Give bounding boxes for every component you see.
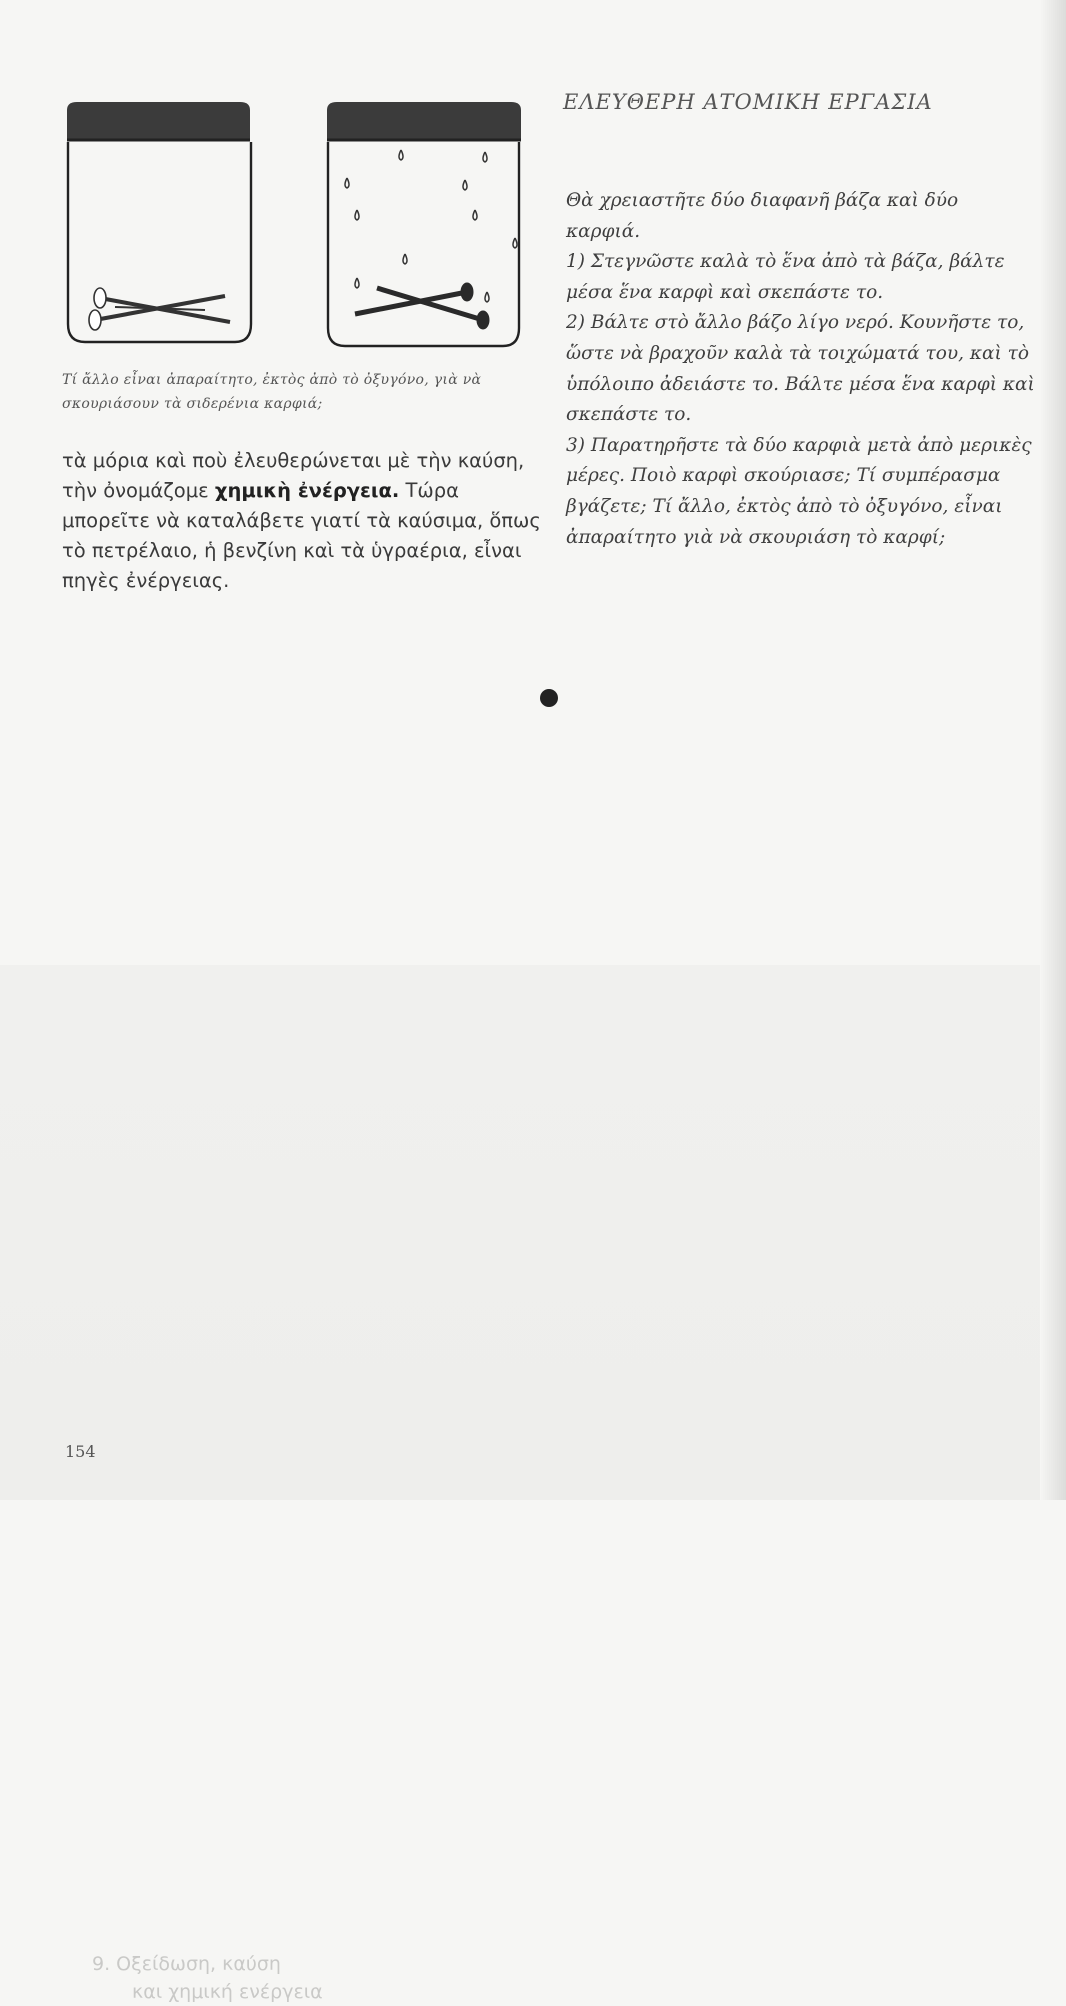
bleed-through-heading: 9. Οξείδωση, καύση και χημική ενέργεια: [92, 1953, 323, 2003]
chemical-energy-term: χημικὴ ἐνέργεια.: [214, 479, 400, 502]
activity-step-1: 1) Στεγνῶστε καλὰ τὸ ἕνα ἀπὸ τὰ βάζα, βάλτε μέσα ἕνα καρφὶ καὶ σκεπάστε το.: [566, 251, 1005, 303]
rusting-jars-illustration: [55, 92, 535, 354]
wet-jar-nails: [355, 283, 489, 329]
water-droplets: [345, 150, 517, 302]
body-paragraph: [62, 446, 542, 596]
dry-jar: [67, 102, 251, 342]
bullet-dot: [540, 689, 558, 707]
activity-heading: ΕΛΕΥΘΕΡΗ ΑΤΟΜΙΚΗ ΕΡΓΑΣΙΑ: [563, 90, 933, 114]
page-edge-shadow: [1040, 0, 1066, 1500]
bleed-through-area: [0, 965, 1066, 2003]
body-text-part2: Τώρα μπορεῖτε νὰ καταλάβετε γιατί τὰ καύσιμα, ὅπως τὸ πετρέλαιο, ἡ βενζίνη καὶ τὰ ὑγραέρια, εἶναι πηγὲς ἐνέργειας.: [62, 479, 541, 592]
body-text-part1: τὰ μόρια καὶ ποὺ ἐλευθερώνεται μὲ τὴν καύση, τὴν ὀνομάζομε: [62, 449, 525, 502]
activity-instructions: [566, 186, 1036, 553]
dry-jar-nails: [89, 288, 230, 330]
page-number: 154: [65, 1442, 96, 1461]
activity-intro: Θὰ χρειαστῆτε δύο διαφανῆ βάζα καὶ δύο καρφιά.: [566, 190, 959, 242]
activity-step-3: 3) Παρατηρῆστε τὰ δύο καρφιὰ μετὰ ἀπὸ μερικὲς μέρες. Ποιὸ καρφὶ σκούριασε; Τί συμπέρασμα βγάζετε; Τί ἄλλο, ἐκτὸς ἀπὸ τὸ ὀξυγόνο, εἶναι ἀπαραίτητο γιὰ νὰ σκουριάση τὸ καρφί;: [566, 434, 1032, 548]
wet-jar: [327, 102, 521, 346]
activity-step-2: 2) Βάλτε στὸ ἄλλο βάζο λίγο νερό. Κουνῆστε το, ὥστε νὰ βραχοῦν καλὰ τὰ τοιχώματά του, καὶ τὸ ὑπόλοιπο ἀδειάστε το. Βάλτε μέσα ἕνα καρφὶ καὶ σκεπάστε το.: [566, 312, 1035, 426]
figure-caption: Τί ἄλλο εἶναι ἀπαραίτητο, ἐκτὸς ἀπὸ τὸ ὀξυγόνο, γιὰ νὰ σκουριάσουν τὰ σιδερένια καρφιά;: [62, 372, 482, 412]
